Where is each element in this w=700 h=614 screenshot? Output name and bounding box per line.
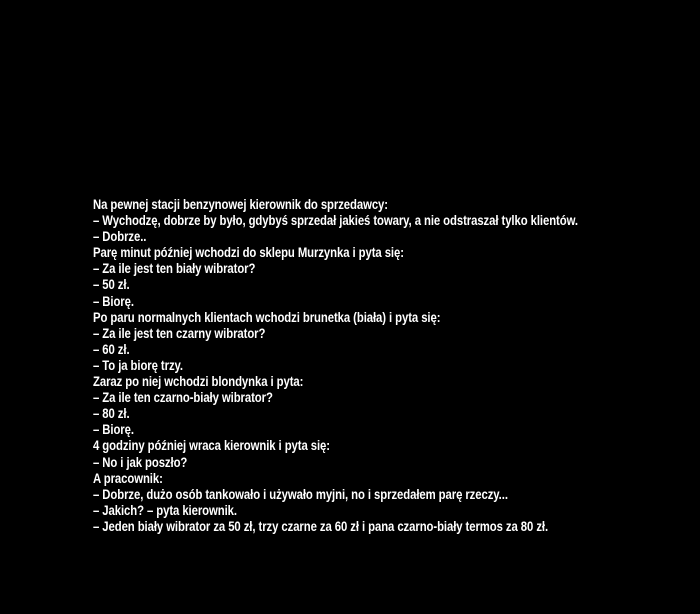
joke-line: – Biorę. <box>93 293 134 309</box>
joke-line: – 80 zł. <box>93 406 130 422</box>
joke-line: – 50 zł. <box>93 277 130 293</box>
joke-line: – Jakich? – pyta kierownik. <box>93 502 237 518</box>
joke-line: – Dobrze.. <box>93 229 147 245</box>
joke-line: – No i jak poszło? <box>93 454 188 470</box>
joke-line: – Za ile jest ten biały wibrator? <box>93 261 256 277</box>
joke-line: – Biorę. <box>93 422 134 438</box>
joke-line: – Za ile jest ten czarny wibrator? <box>93 325 266 341</box>
joke-line: – Dobrze, dużo osób tankowało i używało myjni, no i sprzedałem parę rzeczy... <box>93 486 508 502</box>
joke-line: 4 godziny później wraca kierownik i pyta się: <box>93 438 330 454</box>
joke-line: Na pewnej stacji benzynowej kierownik do sprzedawcy: <box>93 197 388 212</box>
joke-line: – To ja biorę trzy. <box>93 357 183 373</box>
joke-line: A pracownik: <box>93 470 163 486</box>
joke-line: Po paru normalnych klientach wchodzi brunetka (biała) i pyta się: <box>93 309 441 325</box>
joke-line: – Wychodzę, dobrze by było, gdybyś sprzedał jakieś towary, a nie odstraszał tylko klientów. <box>93 213 578 229</box>
joke-text-block <box>93 197 578 535</box>
joke-line: – 60 zł. <box>93 341 130 357</box>
joke-line: – Za ile ten czarno-biały wibrator? <box>93 390 273 406</box>
joke-line: Zaraz po niej wchodzi blondynka i pyta: <box>93 374 304 390</box>
joke-line: Parę minut później wchodzi do sklepu Murzynka i pyta się: <box>93 245 404 261</box>
joke-line: – Jeden biały wibrator za 50 zł, trzy czarne za 60 zł i pana czarno-biały termos za 80 zł. <box>93 518 549 534</box>
